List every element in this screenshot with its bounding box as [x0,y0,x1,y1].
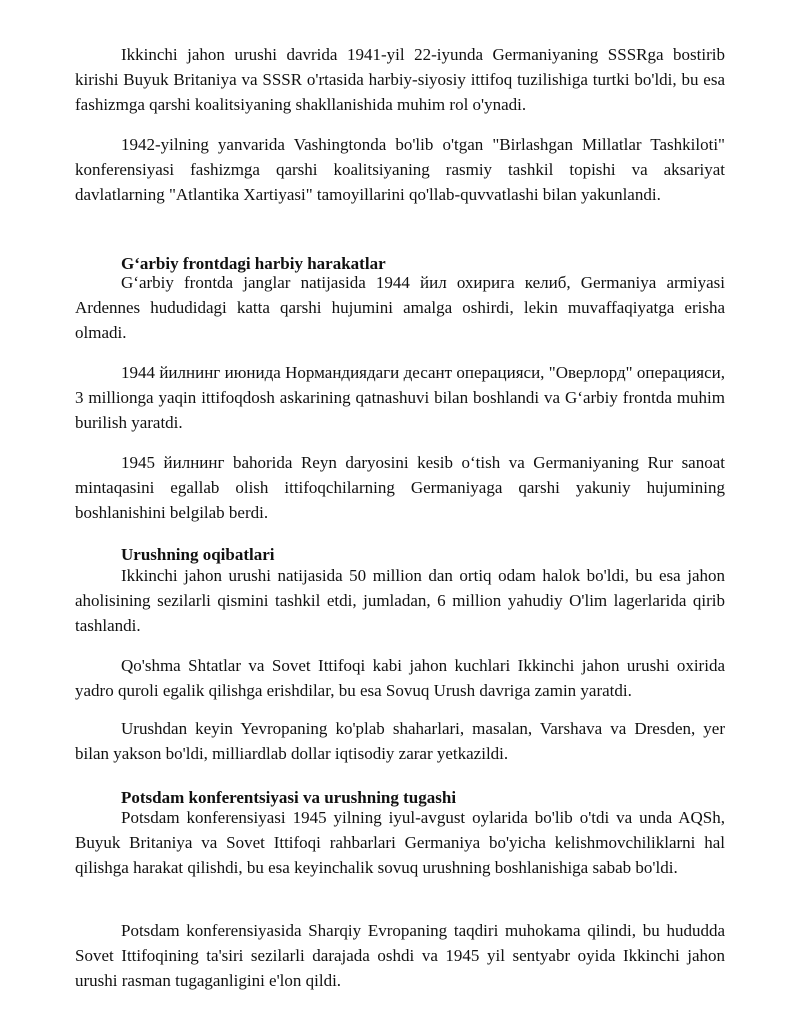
heading-potsdam: Potsdam konferentsiyasi va urushning tugashi [121,788,457,807]
paragraph-eastern-europe: Potsdam konferensiyasida Sharqiy Evropaning taqdiri muhokama qilindi, bu hududda Sovet Ittifoqining ta'siri sezilarli darajada oshdi va 1945 yil sentyabr oyida Ikkinchi jahon urushi rasman tugaganligini e'lon qildi. [75,921,725,990]
paragraph-ssr-invasion: Ikkinchi jahon urushi davrida 1941-yil 22-iyunda Germaniyaning SSSRga bostirib kirishi Buyuk Britaniya va SSSR o'rtasida harbiy-siyosiy ittifoq tuzilishiga turtki bo'ldi, bu esa fashizmga qarshi koalitsiyaning shakllanishida muhim rol o'ynadi. [75,45,725,114]
paragraph-destruction: Urushdan keyin Yevropaning ko'plab shaharlari, masalan, Varshava va Dresden, yer bilan yakson bo'ldi, milliardlab dollar iqtisodiy zarar yetkazildi. [75,719,725,763]
paragraph-washington-conference: 1942-yilning yanvarida Vashingtonda bo'lib o'tgan "Birlashgan Millatlar Tashkiloti" konferensiyasi fashizmga qarshi koalitsiyaning rasmiy tashkil topishi va aksariyat davlatlarning "Atlantika Xartiyasi" tamoyillarini qo'llab-quvvatlashi bilan yakunlandi. [75,135,725,204]
paragraph-nuclear: Qo'shma Shtatlar va Sovet Ittifoqi kabi jahon kuchlari Ikkinchi jahon urushi oxirida yadro quroli egalik qilishga erishdilar, bu esa Sovuq Urush davriga zamin yaratdi. [75,656,725,700]
paragraph-ardennes: G‘arbiy frontda janglar natijasida 1944 йил охирига келиб, Germaniya armiyasi Ardennes hududidagi katta qarshi hujumini amalga oshirdi, lekin muvaffaqiyatga erisha olmadi. [75,273,725,342]
paragraph-casualties: Ikkinchi jahon urushi natijasida 50 million dan ortiq odam halok bo'ldi, bu esa jahon aholisining sezilarli qismini tashkil etdi, jumladan, 6 million yahudiy O'lim lagerlarida qirib tashlandi. [75,566,725,635]
heading-western-front: G‘arbiy frontdagi harbiy harakatlar [121,254,386,273]
paragraph-potsdam-conference: Potsdam konferensiyasi 1945 yilning iyul-avgust oylarida bo'lib o'tdi va unda AQSh, Buyuk Britaniya va Sovet Ittifoqi rahbarlari Germaniya bo'yicha kelishmovchiliklarni hal qilishga harakat qilishdi, bu esa keyinchalik sovuq urushning boshlanishiga sabab bo'ldi. [75,808,725,877]
paragraph-rhine: 1945 йилнинг bahorida Reyn daryosini kesib o‘tish va Germaniyaning Rur sanoat mintaqasini egallab olish ittifoqchilarning Germaniyaga qarshi yakuniy hujumining boshlanishini belgilab berdi. [75,453,725,522]
paragraph-overlord: 1944 йилнинг июнида Нормандиядаги десант операцияси, "Оверлорд" операцияси, 3 millionga yaqin ittifoqdosh askarining qatnashuvi bilan boshlandi va G‘arbiy frontda muhim burilish yaratdi. [75,363,725,432]
heading-consequences: Urushning oqibatlari [121,545,275,564]
